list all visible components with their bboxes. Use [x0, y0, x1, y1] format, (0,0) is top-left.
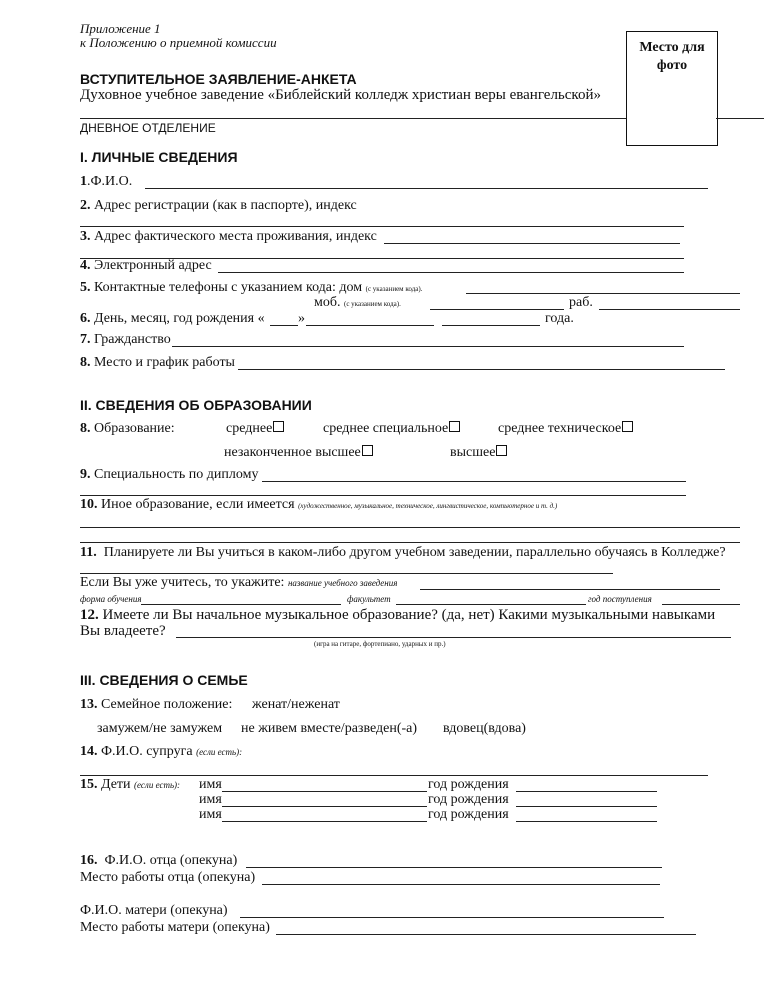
q1-fio-label: 1.Ф.И.О. [80, 174, 133, 189]
form-title: ВСТУПИТЕЛЬНОЕ ЗАЯВЛЕНИЕ-АНКЕТА [80, 71, 357, 87]
q4-email-field[interactable] [218, 272, 684, 273]
q15-children-label: 15. Дети (если есть): [80, 777, 181, 792]
section-education-title: II. СВЕДЕНИЯ ОБ ОБРАЗОВАНИИ [80, 397, 312, 413]
q16-mother-label: Ф.И.О. матери (опекуна) [80, 903, 228, 918]
checkbox-secondary[interactable] [273, 421, 284, 432]
q5-work-label: раб. [569, 295, 593, 310]
child-3-birth-label: год рождения [428, 807, 509, 822]
q2-address-label: 2. Адрес регистрации (как в паспорте), индекс [80, 198, 357, 213]
q11-faculty-label: факультет [347, 594, 391, 604]
q16-mother-work-label: Место работы матери (опекуна) [80, 920, 270, 935]
department-label: ДНЕВНОЕ ОТДЕЛЕНИЕ [80, 121, 216, 135]
child-2-name-field[interactable] [222, 806, 427, 807]
child-1-birth-label: год рождения [428, 777, 509, 792]
opt-higher[interactable]: высшее [450, 445, 507, 461]
q3-actual-address-field[interactable] [384, 243, 680, 244]
q2-address-field[interactable] [80, 226, 684, 227]
child-3-birth-field[interactable] [516, 821, 657, 822]
q11-faculty-field[interactable] [396, 604, 586, 605]
q8-education-label: 8. Образование: [80, 421, 175, 436]
q12-music-label: 12. Имеете ли Вы начальное музыкальное образование? (да, нет) Какими музыкальными навыками [80, 607, 716, 623]
checkbox-incomplete-higher[interactable] [362, 445, 373, 456]
q11-school-field[interactable] [420, 589, 720, 590]
child-2-name-label: имя [199, 792, 222, 807]
q7-citizenship-label: 7. Гражданство [80, 332, 171, 347]
q6-birthdate-label: 6. День, месяц, год рождения « [80, 311, 265, 326]
section-family-title: III. СВЕДЕНИЯ О СЕМЬЕ [80, 672, 248, 688]
q10-other-education-label: 10. Иное образование, если имеется (художественное, музыкальное, техническое, лингвистическое, компьютерное и т. д.) [80, 497, 558, 512]
checkbox-specialized[interactable] [449, 421, 460, 432]
q7-citizenship-field[interactable] [172, 346, 684, 347]
q5-phone-label: 5. Контактные телефоны с указанием кода: дом (с указанием кода). [80, 280, 423, 295]
child-2-birth-field[interactable] [516, 806, 657, 807]
child-1-name-label: имя [199, 777, 222, 792]
q5-home-phone-field[interactable] [466, 293, 740, 294]
q12-note: (игра на гитаре, фортепиано, ударных и пр.) [314, 640, 446, 648]
q16-father-field[interactable] [246, 867, 662, 868]
opt-secondary[interactable]: среднее [226, 421, 284, 437]
q13-opt-widowed[interactable]: вдовец(вдова) [443, 721, 526, 736]
q6-month-field[interactable] [306, 325, 434, 326]
q9-specialty-label: 9. Специальность по диплому [80, 467, 259, 482]
appendix-line-1: Приложение 1 [80, 21, 161, 36]
q1-fio-field[interactable] [145, 188, 708, 189]
q5-work-field[interactable] [599, 309, 740, 310]
q11-year-label: год поступления [588, 594, 652, 604]
child-2-birth-label: год рождения [428, 792, 509, 807]
q11-answer-field[interactable] [80, 573, 613, 574]
section-personal-title: I. ЛИЧНЫЕ СВЕДЕНИЯ [80, 149, 238, 165]
opt-incomplete-higher[interactable]: незаконченное высшее [224, 445, 373, 461]
child-3-name-label: имя [199, 807, 222, 822]
checkbox-technical[interactable] [622, 421, 633, 432]
q6-close-quote: » [298, 311, 305, 326]
q16-father-label: 16. Ф.И.О. отца (опекуна) [80, 853, 238, 868]
photo-label-line2: фото [656, 58, 688, 73]
q8-work-label: 8. Место и график работы [80, 355, 235, 370]
q6-day-field[interactable] [270, 325, 298, 326]
q14-spouse-field[interactable] [80, 775, 708, 776]
q11-form-field[interactable] [141, 604, 341, 605]
q6-year-label: года. [545, 311, 574, 326]
q5-mobile-label: моб. (с указанием кода). [314, 295, 401, 310]
q8-work-field[interactable] [238, 369, 725, 370]
opt-specialized[interactable]: среднее специальное [323, 421, 460, 437]
appendix-line-2: к Положению о приемной комиссии [80, 35, 277, 50]
child-1-name-field[interactable] [222, 791, 427, 792]
photo-placeholder[interactable] [626, 31, 718, 146]
q5-mobile-field[interactable] [430, 309, 564, 310]
q11-year-field[interactable] [662, 604, 740, 605]
q9-specialty-field[interactable] [262, 481, 686, 482]
child-1-birth-field[interactable] [516, 791, 657, 792]
q13-opt-married-male[interactable]: женат/неженат [252, 697, 340, 712]
q13-opt-married-female[interactable]: замужем/не замужем [97, 721, 223, 736]
q16-father-work-label: Место работы отца (опекуна) [80, 870, 256, 885]
q12-music-field[interactable] [176, 637, 731, 638]
q11-parallel-study-label: 11. Планируете ли Вы учиться в каком-либо другом учебном заведении, параллельно обучаясь в Колледже? [80, 545, 726, 560]
q11-form-label: форма обучения [80, 594, 142, 604]
q13-opt-separated[interactable]: не живем вместе/разведен(-а) [241, 721, 418, 736]
photo-label-line1: Место для [639, 40, 705, 55]
q11-if-studying-label: Если Вы уже учитесь, то укажите: название учебного заведения [80, 575, 398, 590]
q6-year-field[interactable] [442, 325, 540, 326]
q4-email-label: 4. Электронный адрес [80, 258, 212, 273]
q12-music-label-2: Вы владеете? [80, 623, 166, 639]
q16-mother-field[interactable] [240, 917, 664, 918]
q16-mother-work-field[interactable] [276, 934, 696, 935]
q13-marital-label: 13. Семейное положение: [80, 697, 233, 712]
college-name: Духовное учебное заведение «Библейский колледж христиан веры евангельской» [80, 87, 601, 103]
q10-other-education-field[interactable] [80, 527, 740, 528]
q16-father-work-field[interactable] [262, 884, 660, 885]
opt-technical[interactable]: среднее техническое [498, 421, 633, 437]
q14-spouse-label: 14. Ф.И.О. супруга (если есть): [80, 744, 243, 759]
q3-actual-address-label: 3. Адрес фактического места проживания, индекс [80, 229, 377, 244]
child-3-name-field[interactable] [222, 821, 427, 822]
checkbox-higher[interactable] [496, 445, 507, 456]
